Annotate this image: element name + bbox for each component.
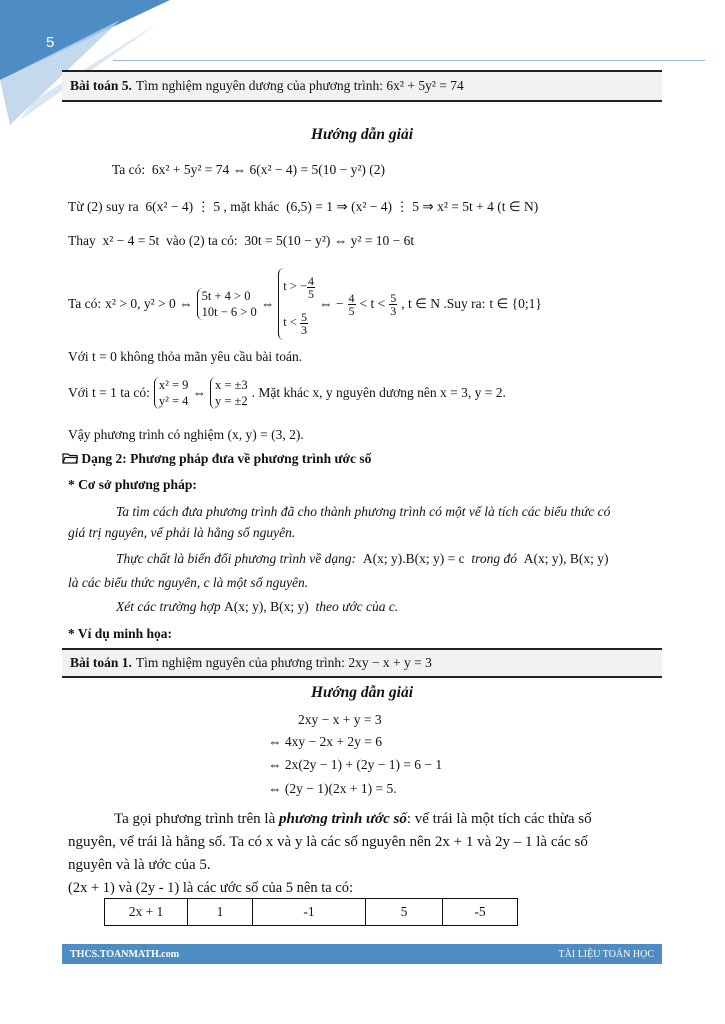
sol5-l6-pre: Với t = 1 ta có: xyxy=(68,385,150,400)
sol5-l2-eq-b: (6,5) = 1 ⇒ (x² − 4) ⋮ 5 ⇒ x² = 5t + 4 (t ∈ N) xyxy=(286,199,539,214)
fraction-4-5-b xyxy=(348,292,356,317)
sol1-step-4: ⇔ (2y − 1)(2x + 1) = 5. xyxy=(268,781,397,796)
frac2-num-b: 5 xyxy=(390,290,397,305)
sol5-l4-mid: < t < xyxy=(359,296,386,311)
sol5-line-2 xyxy=(68,198,538,216)
dang-2-title: Dạng 2: Phương pháp đưa về phương trình ước số xyxy=(81,451,372,466)
vidu-heading: * Ví dụ minh họa: xyxy=(68,626,173,641)
sol5-line-3 xyxy=(68,232,414,250)
divisor-table xyxy=(104,898,518,926)
sol1-p1 xyxy=(114,810,592,828)
sol5-line-1 xyxy=(112,161,385,179)
guide-heading-2: Hướng dẫn giải xyxy=(310,684,413,701)
sol5-l4-eq-a: x² > 0, y² > 0 ⇔ xyxy=(105,296,193,311)
table-cell: 5 xyxy=(366,899,443,926)
sol5-l2-mid: , mặt khác xyxy=(223,199,280,214)
frac-den-b: 5 xyxy=(348,303,355,318)
fraction-4-5 xyxy=(307,275,315,300)
footer-bar xyxy=(62,944,662,964)
frac-den: 5 xyxy=(308,286,315,301)
coso-p2b: là các biểu thức nguyên, c là một số nguyên. xyxy=(68,575,309,590)
frac2-num: 5 xyxy=(300,309,307,324)
sol5-line-5: Với t = 0 không thỏa mãn yêu cầu bài toán. xyxy=(68,349,303,364)
system-4-row-2: y = ±2 xyxy=(214,394,248,408)
system-3-row-2: y² = 4 xyxy=(158,394,189,408)
coso-heading: * Cơ sở phương pháp: xyxy=(68,477,197,492)
frac2-den-b: 3 xyxy=(390,303,397,318)
sol5-l2-eq-a: 6(x² − 4) ⋮ 5 xyxy=(145,199,221,214)
sol5-l4-iff2: ⇔ − xyxy=(319,296,344,311)
sol5-l4-tail: , t ∈ N .Suy ra: xyxy=(401,296,486,311)
system-3 xyxy=(154,377,189,409)
fraction-5-3-b xyxy=(389,292,397,317)
sol5-l3-pre: Thay xyxy=(68,233,96,248)
coso-p3-eq: A(x; y), B(x; y) xyxy=(224,599,309,614)
sol1-step-2: ⇔ 4xy − 2x + 2y = 6 xyxy=(268,734,382,749)
sol5-l1-pre: Ta có: xyxy=(112,162,146,177)
problem-5-box xyxy=(62,70,662,102)
guide-heading-1: Hướng dẫn giải xyxy=(310,126,413,143)
sol5-line-4 xyxy=(68,266,542,342)
frac-num: 4 xyxy=(308,273,315,288)
problem-5-label: Bài toán 5. xyxy=(70,78,132,93)
frac-num-b: 4 xyxy=(348,290,355,305)
header-rule xyxy=(113,60,705,61)
problem-1-label: Bài toán 1. xyxy=(70,655,132,670)
table-cell: -1 xyxy=(253,899,366,926)
sol1-p2: nguyên, vế trái là hằng số. Ta có x và y là các số nguyên nên 2x + 1 và 2y – 1 là các số xyxy=(68,834,588,850)
sol1-p3: nguyên và là ước của 5. xyxy=(68,857,211,873)
coso-p1b: giá trị nguyên, vế phải là hằng số nguyên. xyxy=(68,525,296,540)
corner-decoration xyxy=(0,0,170,130)
system-4-row-1: x = ±3 xyxy=(214,378,248,392)
table-cell: -5 xyxy=(443,899,518,926)
system-2-row-2: t < xyxy=(283,315,297,329)
sol1-step-1: 2xy − x + y = 3 xyxy=(298,712,382,727)
sol1-p1b: : vế trái là một tích các thừa số xyxy=(406,811,592,827)
sol5-l4-iff: ⇔ xyxy=(260,296,275,311)
problem-1-text: Tìm nghiệm nguyên của phương trình: xyxy=(135,655,345,670)
sol5-l2-pre: Từ (2) suy ra xyxy=(68,199,139,214)
page-number: 5 xyxy=(46,34,55,51)
sol1-p4: (2x + 1) và (2y - 1) là các ước số của 5 nên ta có: xyxy=(68,880,353,896)
sol5-l6-tail: . Mặt khác x, y nguyên dương nên x = 3, y = 2. xyxy=(251,385,506,400)
coso-p2a: Thực chất là biến đổi phương trình về dạng: xyxy=(116,551,357,566)
footer-label: TÀI LIỆU TOÁN HỌC xyxy=(558,948,654,960)
coso-p1a: Ta tìm cách đưa phương trình đã cho thành phương trình có một vế là tích các biểu thức có xyxy=(116,504,611,519)
problem-1-box xyxy=(62,648,662,678)
sol5-l3-eq-a: x² − 4 = 5t xyxy=(102,233,160,248)
coso-p2-eq2: A(x; y), B(x; y) xyxy=(523,551,609,566)
sol5-l1-eq: 6x² + 5y² = 74 ⇔ 6(x² − 4) = 5(10 − y²) (2) xyxy=(151,162,386,177)
fraction-5-3 xyxy=(300,311,308,336)
footer-site: THCS.TOANMATH.com xyxy=(70,948,180,960)
sol1-p1a: Ta gọi phương trình trên là xyxy=(114,811,276,827)
problem-5-equation: 6x² + 5y² = 74 xyxy=(386,78,464,93)
sol5-l4-result: t ∈ {0;1} xyxy=(489,296,542,311)
system-1 xyxy=(197,288,257,320)
sol5-l4-pre: Ta có: xyxy=(68,296,102,311)
frac2-den: 3 xyxy=(300,322,307,337)
sol5-l6-iff: ⇔ xyxy=(192,385,206,400)
sol5-l3-mid: vào (2) ta có: xyxy=(166,233,238,248)
system-3-row-1: x² = 9 xyxy=(158,378,189,392)
sol1-p1-emphasis: phương trình ước số xyxy=(278,811,407,827)
problem-5-text: Tìm nghiệm nguyên dương của phương trình: xyxy=(135,78,384,93)
table-cell: 2x + 1 xyxy=(105,899,188,926)
sol5-l3-eq-b: 30t = 5(10 − y²) ⇔ y² = 10 − 6t xyxy=(244,233,415,248)
system-2-row-1: t > − xyxy=(283,279,308,293)
problem-1-equation: 2xy − x + y = 3 xyxy=(348,655,432,670)
dang-2-heading xyxy=(62,450,371,468)
coso-p2a-line xyxy=(116,550,609,568)
sol5-line-6 xyxy=(68,373,506,413)
coso-p3-line xyxy=(116,598,398,616)
system-4 xyxy=(210,377,248,409)
coso-p2-eq: A(x; y).B(x; y) = c xyxy=(362,551,465,566)
system-2 xyxy=(278,268,315,340)
system-1-row-1: 5t + 4 > 0 xyxy=(201,289,251,303)
coso-p3a: Xét các trường hợp xyxy=(116,599,221,614)
folder-icon xyxy=(62,451,81,466)
sol1-step-3: ⇔ 2x(2y − 1) + (2y − 1) = 6 − 1 xyxy=(268,757,443,772)
coso-p2-mid: trong đó xyxy=(471,551,518,566)
coso-p3b: theo ước của c. xyxy=(315,599,399,614)
system-1-row-2: 10t − 6 > 0 xyxy=(201,305,257,319)
sol5-line-7: Vậy phương trình có nghiệm (x, y) = (3, 2). xyxy=(68,427,304,442)
table-row xyxy=(105,899,518,926)
table-cell: 1 xyxy=(188,899,253,926)
